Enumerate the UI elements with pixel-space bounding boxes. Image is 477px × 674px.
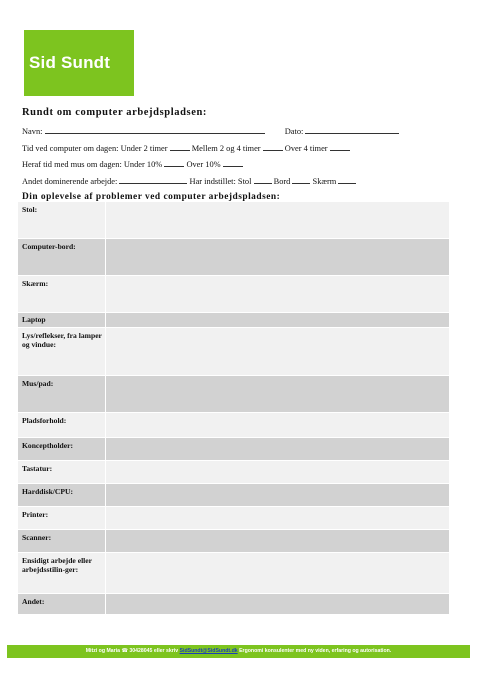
time-option-3: Over 4 timer [284, 144, 328, 153]
row-label: Konceptholder: [22, 441, 74, 450]
footer-contact: Mitzi og Maria ☎ 30428045 eller skriv [85, 648, 179, 654]
time-option-3-field[interactable] [330, 142, 350, 151]
adjusted-bord-field[interactable] [292, 175, 310, 184]
mouse-option-1: Under 10% [123, 160, 163, 169]
other-work-label: Andet dominerende arbejde: [22, 177, 118, 186]
section-title-workplace: Rundt om computer arbejdspladsen: [22, 107, 207, 118]
row-input[interactable] [105, 328, 449, 375]
time-line [22, 142, 350, 153]
table-row [18, 460, 449, 483]
row-label: Computer-bord: [22, 242, 76, 251]
row-label: Skærm: [22, 279, 49, 288]
dato-field[interactable] [305, 125, 399, 134]
mouse-time-line [22, 158, 243, 169]
table-row [18, 375, 449, 412]
table-row [18, 483, 449, 506]
adjusted-option-bord: Bord [273, 177, 291, 186]
row-label: Tastatur: [22, 464, 53, 473]
sid-sundt-logo: Sid Sundt [24, 30, 134, 96]
other-work-line [22, 175, 356, 186]
row-label: Ensidigt arbejde eller arbejdsstilin-ger: [22, 556, 92, 574]
problems-table [18, 202, 449, 614]
footer-tagline: Ergonomi konsulenter med ny viden, erfaring og autorisation. [239, 648, 392, 654]
adjusted-option-skaerm: Skærm [312, 177, 337, 186]
table-row [18, 437, 449, 460]
row-label: Printer: [22, 510, 49, 519]
mouse-option-2-field[interactable] [223, 158, 243, 167]
mouse-label: Heraf tid med mus om dagen: [22, 160, 122, 169]
row-input[interactable] [105, 239, 449, 275]
table-row [18, 238, 449, 275]
row-input[interactable] [105, 413, 449, 437]
navn-label: Navn: [22, 127, 43, 136]
table-row [18, 275, 449, 312]
dato-label: Dato: [284, 127, 304, 136]
row-label: Lys/reflekser, fra lamper og vindue: [22, 331, 102, 349]
footer-bar [7, 645, 470, 658]
time-option-2-field[interactable] [263, 142, 283, 151]
section-title-problems: Din oplevelse af problemer ved computer arbejdspladsen: [22, 192, 281, 202]
table-row [18, 593, 449, 614]
adjusted-skaerm-field[interactable] [338, 175, 356, 184]
table-row [18, 412, 449, 437]
table-row [18, 552, 449, 593]
row-input[interactable] [105, 507, 449, 529]
adjusted-option-stol: Stol [237, 177, 252, 186]
row-input[interactable] [105, 276, 449, 312]
row-input[interactable] [105, 202, 449, 238]
table-row [18, 312, 449, 327]
mouse-option-1-field[interactable] [164, 158, 184, 167]
row-label: Stol: [22, 205, 38, 214]
row-input[interactable] [105, 438, 449, 460]
row-label: Scanner: [22, 533, 52, 542]
table-row [18, 327, 449, 375]
time-option-2: Mellem 2 og 4 timer [191, 144, 261, 153]
row-label: Laptop [22, 315, 46, 324]
table-row [18, 529, 449, 552]
table-row [18, 202, 449, 238]
row-input[interactable] [105, 594, 449, 614]
adjusted-label: Har indstillet: [189, 177, 236, 186]
footer-email-link[interactable]: SidSundt@SidSundt.dk [179, 648, 238, 654]
row-label: Andet: [22, 597, 45, 606]
other-work-field[interactable] [119, 175, 187, 184]
row-label: Mus/pad: [22, 379, 54, 388]
adjusted-stol-field[interactable] [254, 175, 272, 184]
row-label: Harddisk/CPU: [22, 487, 74, 496]
row-input[interactable] [105, 461, 449, 483]
name-date-line [22, 125, 399, 136]
row-input[interactable] [105, 553, 449, 593]
row-input[interactable] [105, 530, 449, 552]
time-label: Tid ved computer om dagen: [22, 144, 119, 153]
table-row [18, 506, 449, 529]
mouse-option-2: Over 10% [186, 160, 221, 169]
navn-field[interactable] [45, 125, 265, 134]
row-input[interactable] [105, 484, 449, 506]
row-input[interactable] [105, 313, 449, 327]
row-label: Pladsforhold: [22, 416, 67, 425]
time-option-1-field[interactable] [170, 142, 190, 151]
row-input[interactable] [105, 376, 449, 412]
time-option-1: Under 2 timer [120, 144, 168, 153]
